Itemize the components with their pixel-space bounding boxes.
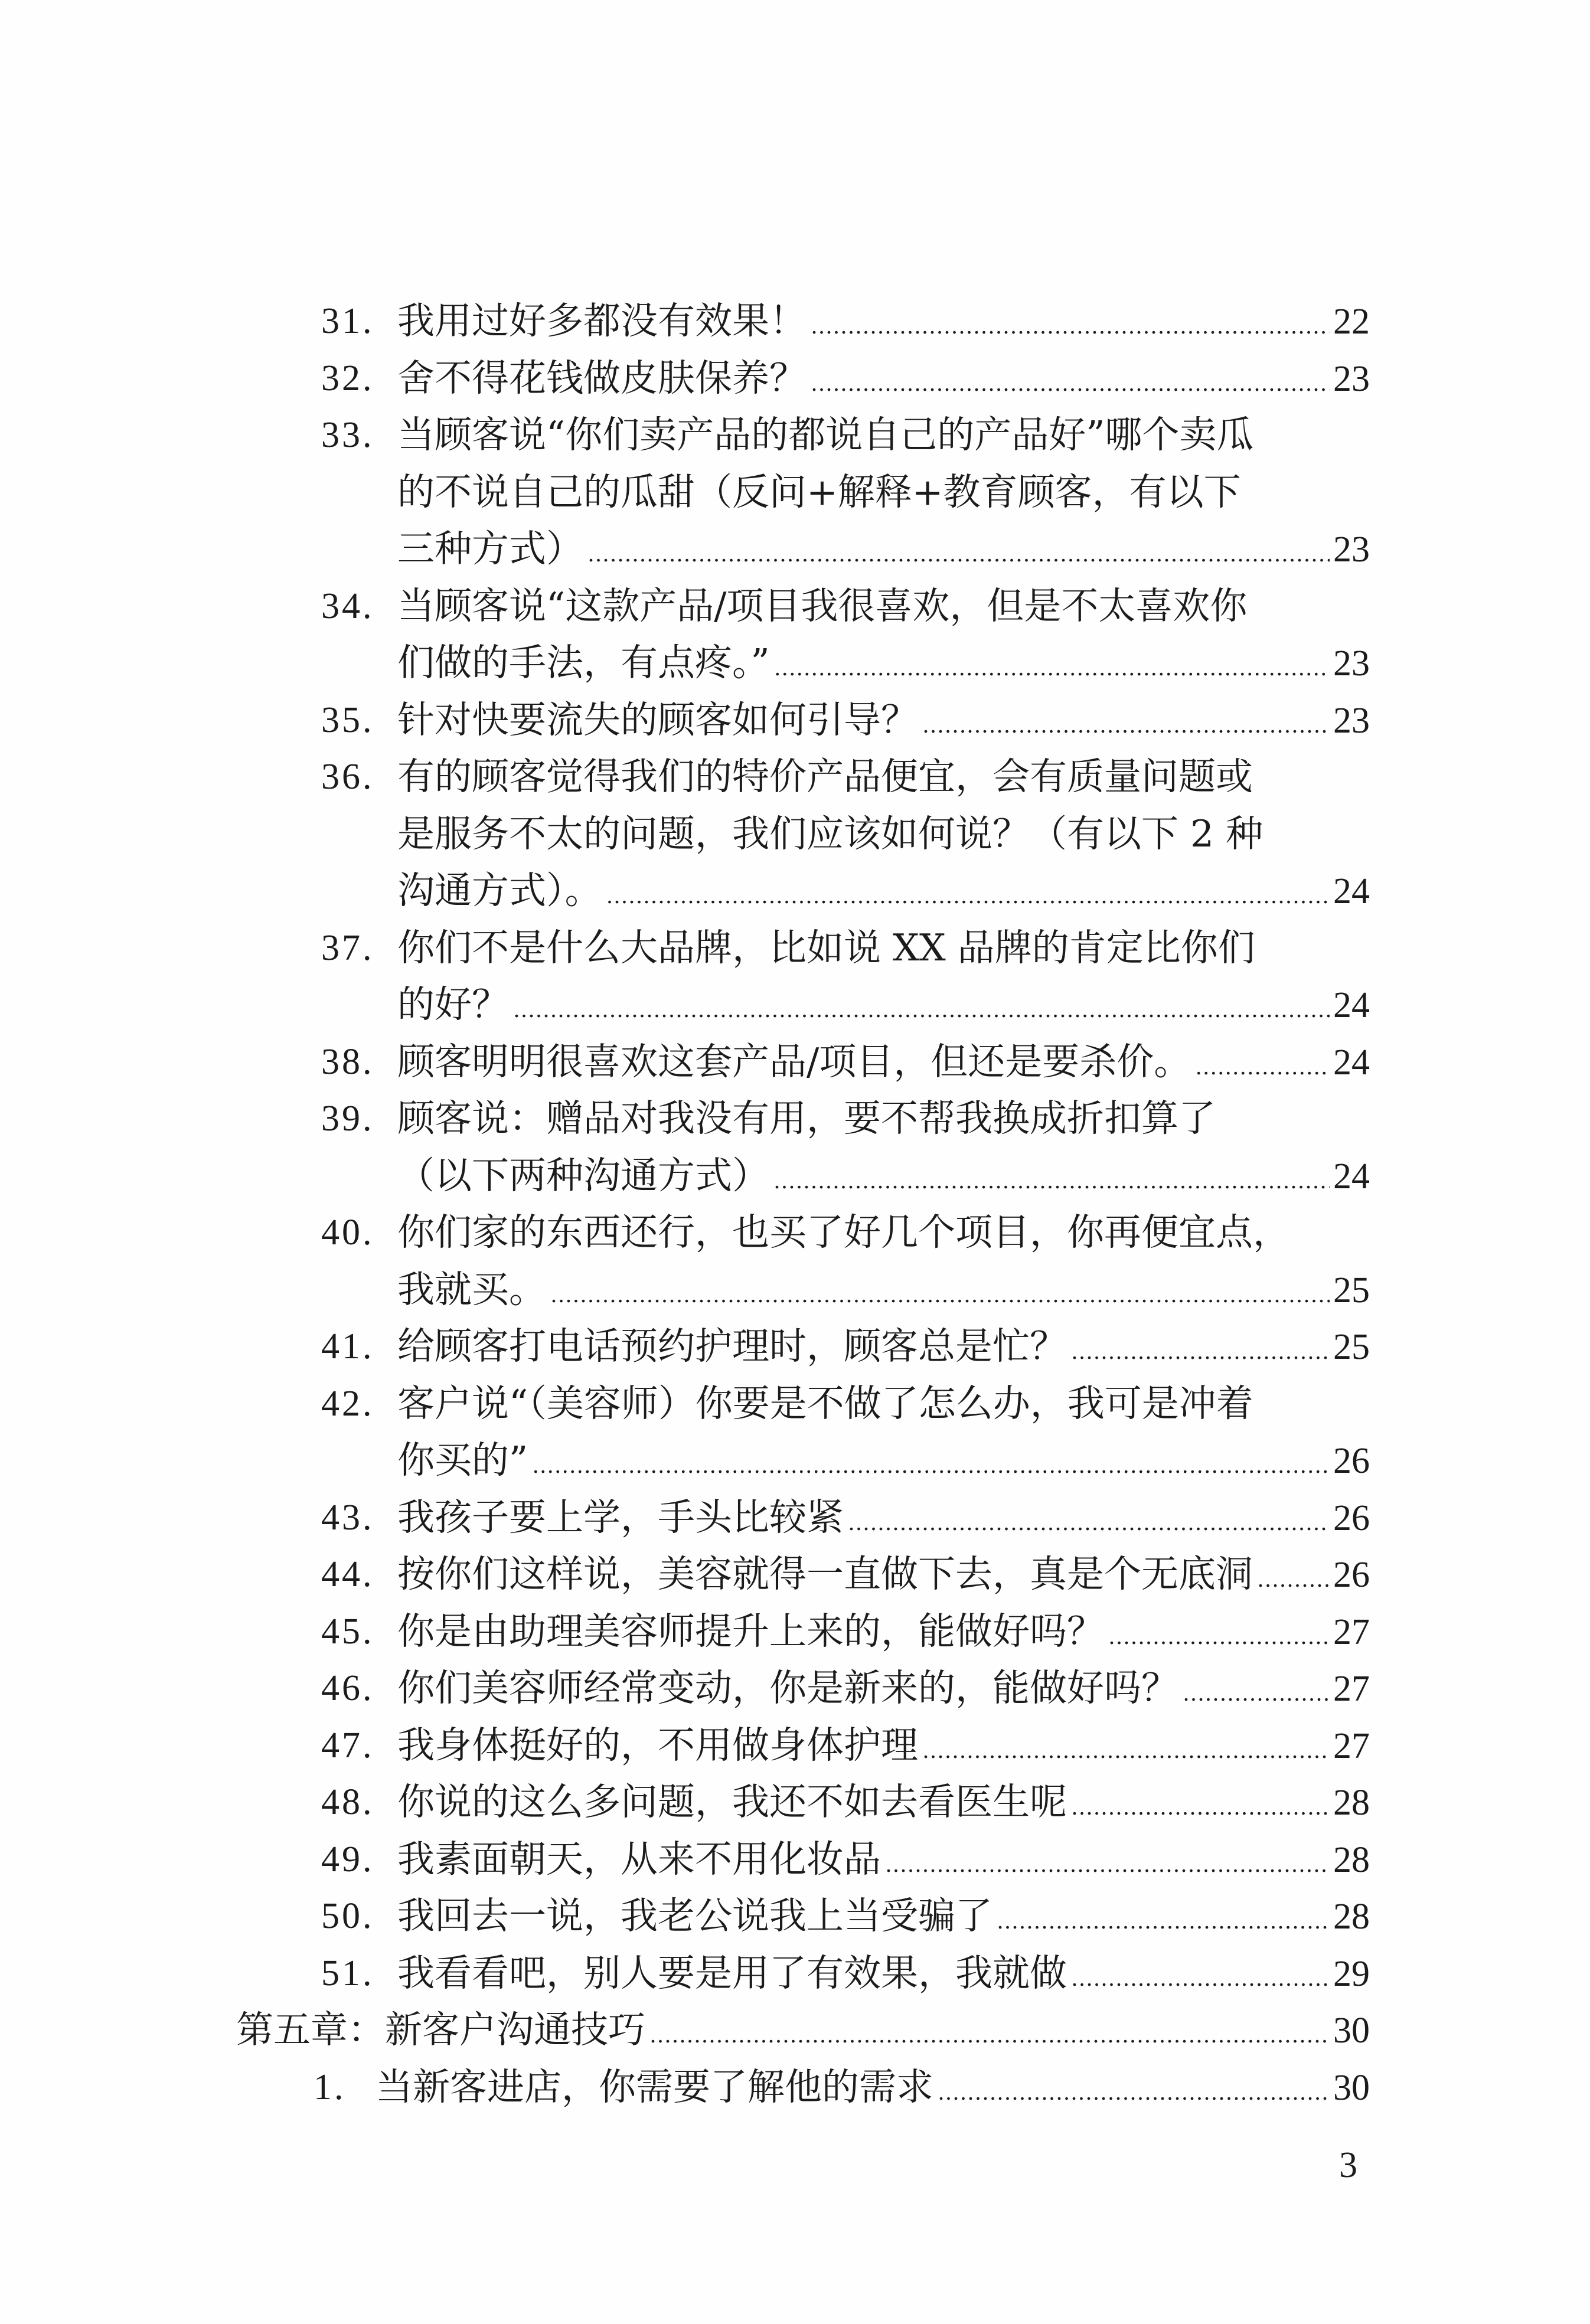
entry-number: 36. [321, 757, 374, 797]
dot-leader [1072, 1950, 1330, 2007]
entry-title-line: 你买的” [397, 1439, 528, 1482]
entry-number: 34. [321, 586, 374, 626]
entry-page-number: 26 [1333, 1498, 1370, 1538]
entry-title-line: 顾客明明很喜欢这套产品/项目，但还是要杀价。 [397, 1040, 1191, 1083]
chapter-title: 新客户沟通技巧 [385, 2008, 645, 2051]
dot-leader [1109, 1608, 1330, 1665]
toc-entry-44 [0, 1546, 1590, 1603]
entry-page-number: 22 [1333, 302, 1370, 342]
entry-number: 1. [314, 2067, 346, 2107]
entry-number: 48. [321, 1782, 374, 1822]
entry-number: 40. [321, 1212, 374, 1253]
entry-number: 37. [321, 927, 374, 968]
entry-page-number: 27 [1333, 1669, 1370, 1709]
dot-leader [1196, 1038, 1330, 1096]
toc-entry-37 [0, 920, 1590, 1034]
entry-page-number: 29 [1333, 1953, 1370, 1994]
entry-title-line: 的好？ [397, 983, 509, 1026]
entry-number: 45. [321, 1611, 374, 1652]
chapter-label: 第五章： [236, 2008, 385, 2051]
entry-title-line: 你们美容师经常变动，你是新来的，能做好吗？ [397, 1666, 1178, 1710]
page-number: 3 [1339, 2145, 1357, 2185]
entry-number: 42. [321, 1383, 374, 1424]
entry-number: 51. [321, 1953, 374, 1993]
toc-entry-50 [0, 1888, 1590, 1945]
entry-page-number: 26 [1333, 1441, 1370, 1481]
entry-page-number: 28 [1333, 1839, 1370, 1880]
entry-title-line: 当新客进店，你需要了解他的需求 [376, 2065, 933, 2109]
toc-entry-42 [0, 1375, 1590, 1489]
entry-page-number: 28 [1333, 1897, 1370, 1937]
toc-entry-49 [0, 1831, 1590, 1888]
toc-entry-51 [0, 1945, 1590, 2002]
toc-entry-36 [0, 748, 1590, 920]
entry-title-line: 你们不是什么大品牌，比如说 XX 品牌的肯定比你们 [397, 926, 1255, 969]
chapter-page-number: 30 [1333, 2011, 1370, 2051]
entry-title-line: 当顾客说“这款产品/项目我很喜欢，但是不太喜欢你 [397, 584, 1248, 627]
entry-number: 38. [321, 1041, 374, 1082]
entry-number: 32. [321, 358, 374, 398]
entry-page-number: 23 [1333, 700, 1370, 741]
dot-leader [1072, 1323, 1330, 1380]
dot-leader [938, 2064, 1330, 2121]
entry-number: 41. [321, 1326, 374, 1367]
toc-entry-32 [0, 350, 1590, 407]
entry-title-line: 我孩子要上学，手头比较紧 [397, 1495, 844, 1539]
entry-title-line: 客户说“（美容师）你要是不做了怎么办，我可是冲着 [397, 1381, 1253, 1425]
toc-entry-46 [0, 1660, 1590, 1717]
entry-title-line: 我用过好多都没有效果！ [397, 299, 807, 342]
dot-leader [886, 1836, 1330, 1893]
toc-entry-38 [0, 1034, 1590, 1091]
toc-entry-31 [0, 293, 1590, 350]
toc-entry-41 [0, 1318, 1590, 1375]
dot-leader [848, 1494, 1330, 1551]
entry-title-line: 我身体挺好的，不用做身体护理 [397, 1723, 918, 1767]
dot-leader [997, 1892, 1330, 1950]
dot-leader [1072, 1779, 1330, 1836]
dot-leader [551, 1266, 1330, 1323]
toc-entry-40 [0, 1204, 1590, 1318]
entry-page-number: 24 [1333, 871, 1370, 911]
entry-title-line: 你是由助理美容师提升上来的，能做好吗？ [397, 1609, 1104, 1653]
entry-title-line: 三种方式） [397, 527, 583, 570]
toc-entry-43 [0, 1489, 1590, 1547]
entry-title-line: 是服务不太的问题，我们应该如何说？（有以下 2 种 [397, 812, 1263, 855]
entry-title-line: 针对快要流失的顾客如何引导？ [397, 698, 918, 741]
entry-page-number: 27 [1333, 1612, 1370, 1652]
entry-title-line: 顾客说：赠品对我没有用，要不帮我换成折扣算了 [397, 1097, 1216, 1140]
dot-leader [650, 2006, 1330, 2064]
entry-number: 47. [321, 1725, 374, 1766]
entry-title-line: 我回去一说，我老公说我上当受骗了 [397, 1894, 992, 1937]
entry-title-line: 我素面朝天，从来不用化妆品 [397, 1837, 881, 1881]
entry-title-line: 我看看吧，别人要是用了有效果，我就做 [397, 1951, 1067, 1995]
dot-leader [923, 1722, 1330, 1779]
entry-title-line: 沟通方式）。 [397, 869, 602, 912]
toc-entry-35 [0, 692, 1590, 749]
entry-page-number: 25 [1333, 1270, 1370, 1310]
entry-number: 44. [321, 1554, 374, 1594]
dot-leader [923, 697, 1330, 754]
dot-leader [607, 867, 1330, 924]
entry-title-line: 当顾客说“你们卖产品的都说自己的产品好”哪个卖瓜 [397, 413, 1254, 456]
toc-entry-39 [0, 1090, 1590, 1204]
entry-page-number: 28 [1333, 1783, 1370, 1823]
entry-page-number: 26 [1333, 1555, 1370, 1595]
entry-page-number: 24 [1333, 1042, 1370, 1083]
entry-title-line: （以下两种沟通方式） [397, 1153, 769, 1197]
toc-entry-47 [0, 1717, 1590, 1774]
toc-entry-34 [0, 578, 1590, 692]
dot-leader [775, 639, 1330, 697]
dot-leader [588, 525, 1330, 583]
entry-number: 33. [321, 415, 374, 455]
entry-number: 46. [321, 1668, 374, 1708]
entry-title-line: 你们家的东西还行，也买了好几个项目，你再便宜点， [397, 1211, 1290, 1254]
toc-entry-48 [0, 1774, 1590, 1831]
dot-leader [811, 355, 1330, 412]
table-of-contents [0, 293, 1590, 2116]
entry-page-number: 30 [1333, 2067, 1370, 2108]
dot-leader [514, 981, 1330, 1038]
toc-entry-5-1 [0, 2059, 1590, 2116]
toc-entry-33 [0, 407, 1590, 578]
entry-number: 43. [321, 1497, 374, 1538]
entry-number: 50. [321, 1896, 374, 1936]
dot-leader [774, 1152, 1330, 1210]
entry-page-number: 24 [1333, 985, 1370, 1025]
dot-leader [533, 1437, 1330, 1494]
entry-number: 49. [321, 1839, 374, 1880]
entry-number: 31. [321, 301, 374, 341]
entry-title-line: 们做的手法，有点疼。” [397, 641, 770, 684]
entry-page-number: 24 [1333, 1156, 1370, 1197]
entry-title-line: 按你们这样说，美容就得一直做下去，真是个无底洞 [397, 1552, 1253, 1596]
entry-number: 39. [321, 1099, 374, 1139]
dot-leader [811, 298, 1330, 355]
entry-number: 35. [321, 700, 374, 740]
dot-leader [1258, 1551, 1330, 1608]
dot-leader [1183, 1665, 1330, 1722]
entry-page-number: 23 [1333, 358, 1370, 399]
entry-page-number: 23 [1333, 529, 1370, 570]
entry-title-line: 我就买。 [397, 1267, 546, 1311]
entry-page-number: 25 [1333, 1327, 1370, 1367]
entry-page-number: 23 [1333, 643, 1370, 684]
entry-title-line: 有的顾客觉得我们的特价产品便宜，会有质量问题或 [397, 755, 1253, 798]
chapter-heading [0, 2002, 1590, 2059]
toc-entry-45 [0, 1603, 1590, 1661]
entry-title-line: 你说的这么多问题，我还不如去看医生呢 [397, 1780, 1067, 1823]
entry-title-line: 给顾客打电话预约护理时，顾客总是忙？ [397, 1325, 1067, 1368]
entry-title-line: 的不说自己的瓜甜（反问+解释+教育顾客，有以下 [397, 470, 1241, 514]
entry-page-number: 27 [1333, 1725, 1370, 1766]
entry-title-line: 舍不得花钱做皮肤保养？ [397, 356, 807, 400]
